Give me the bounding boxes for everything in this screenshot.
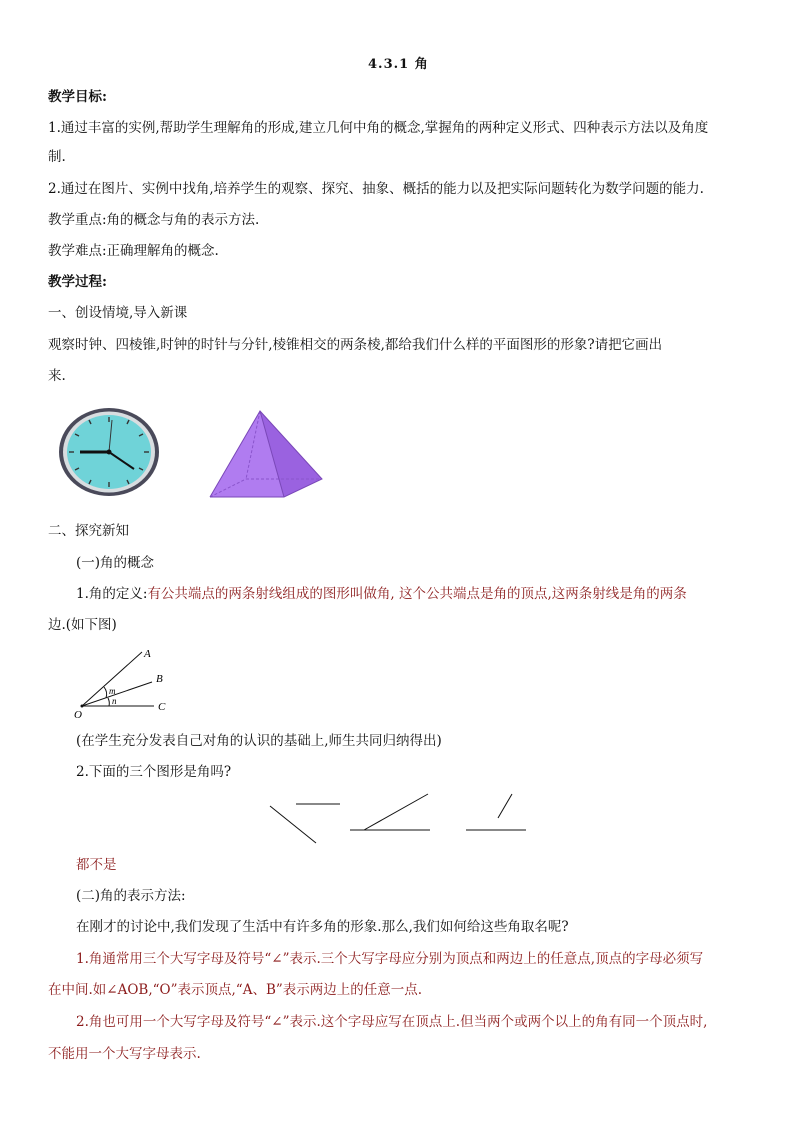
difficulty: 教学难点:正确理解角的概念. (48, 243, 219, 259)
section-1-heading: 一、创设情境,导入新课 (48, 305, 188, 321)
subsection-2-heading: (二)角的表示方法: (76, 888, 186, 904)
definition-line-1 (76, 585, 687, 603)
subsection-1-heading: (一)角的概念 (76, 555, 155, 571)
clock-image (56, 406, 162, 498)
label-n: n (112, 696, 117, 706)
intro-line-2: 来. (48, 368, 66, 384)
label-o: O (74, 709, 82, 721)
key-point: 教学重点:角的概念与角的表示方法. (48, 212, 260, 228)
non-angle-figures (268, 790, 530, 846)
page-title: 4.3.1 角 (368, 57, 429, 72)
note: (在学生充分发表自己对角的认识的基础上,师生共同归纳得出) (76, 733, 442, 749)
definition-prefix: 1.角的定义: (76, 586, 148, 602)
answer: 都不是 (76, 857, 117, 873)
method-2-line-1: 2.角也可用一个大写字母及符号“∠”表示.这个字母应写在顶点上.但当两个或两个以上的角有同一个顶点时, (76, 1014, 708, 1030)
definition-line-2: 边.(如下图) (48, 617, 117, 633)
definition-text: 有公共端点的两条射线组成的图形叫做角, 这个公共端点是角的顶点,这两条射线是角的两条 (147, 586, 687, 602)
objective-2: 2.通过在图片、实例中找角,培养学生的观察、探究、抽象、概括的能力以及把实际问题转化为数学问题的能力. (48, 181, 704, 197)
discussion: 在刚才的讨论中,我们发现了生活中有许多角的形象.那么,我们如何给这些角取名呢? (76, 919, 569, 935)
angle-diagram (72, 644, 182, 720)
objective-1-line-2: 制. (48, 149, 66, 165)
label-m: m (109, 686, 116, 696)
label-c: C (158, 701, 166, 713)
question-2: 2.下面的三个图形是角吗? (76, 764, 232, 780)
method-1-line-1: 1.角通常用三个大写字母及符号“∠”表示.三个大写字母应分别为顶点和两边上的任意点,顶点的字母必须写 (76, 951, 704, 967)
label-b: B (156, 673, 163, 685)
pyramid-image (208, 409, 324, 499)
section-2-heading: 二、探究新知 (48, 523, 129, 539)
intro-line-1: 观察时钟、四棱锥,时钟的时针与分针,棱锥相交的两条棱,都给我们什么样的平面图形的形象?请把它画出 (48, 337, 663, 353)
process-heading: 教学过程: (48, 274, 107, 290)
method-1-line-2: 在中间.如∠AOB,“O”表示顶点,“A、B”表示两边上的任意一点. (48, 982, 423, 998)
objective-1-line-1: 1.通过丰富的实例,帮助学生理解角的形成,建立几何中角的概念,掌握角的两种定义形式、四种表示方法以及角度 (48, 120, 709, 136)
label-a: A (144, 648, 151, 660)
objectives-heading: 教学目标: (48, 89, 107, 105)
method-2-line-2: 不能用一个大写字母表示. (48, 1046, 201, 1062)
